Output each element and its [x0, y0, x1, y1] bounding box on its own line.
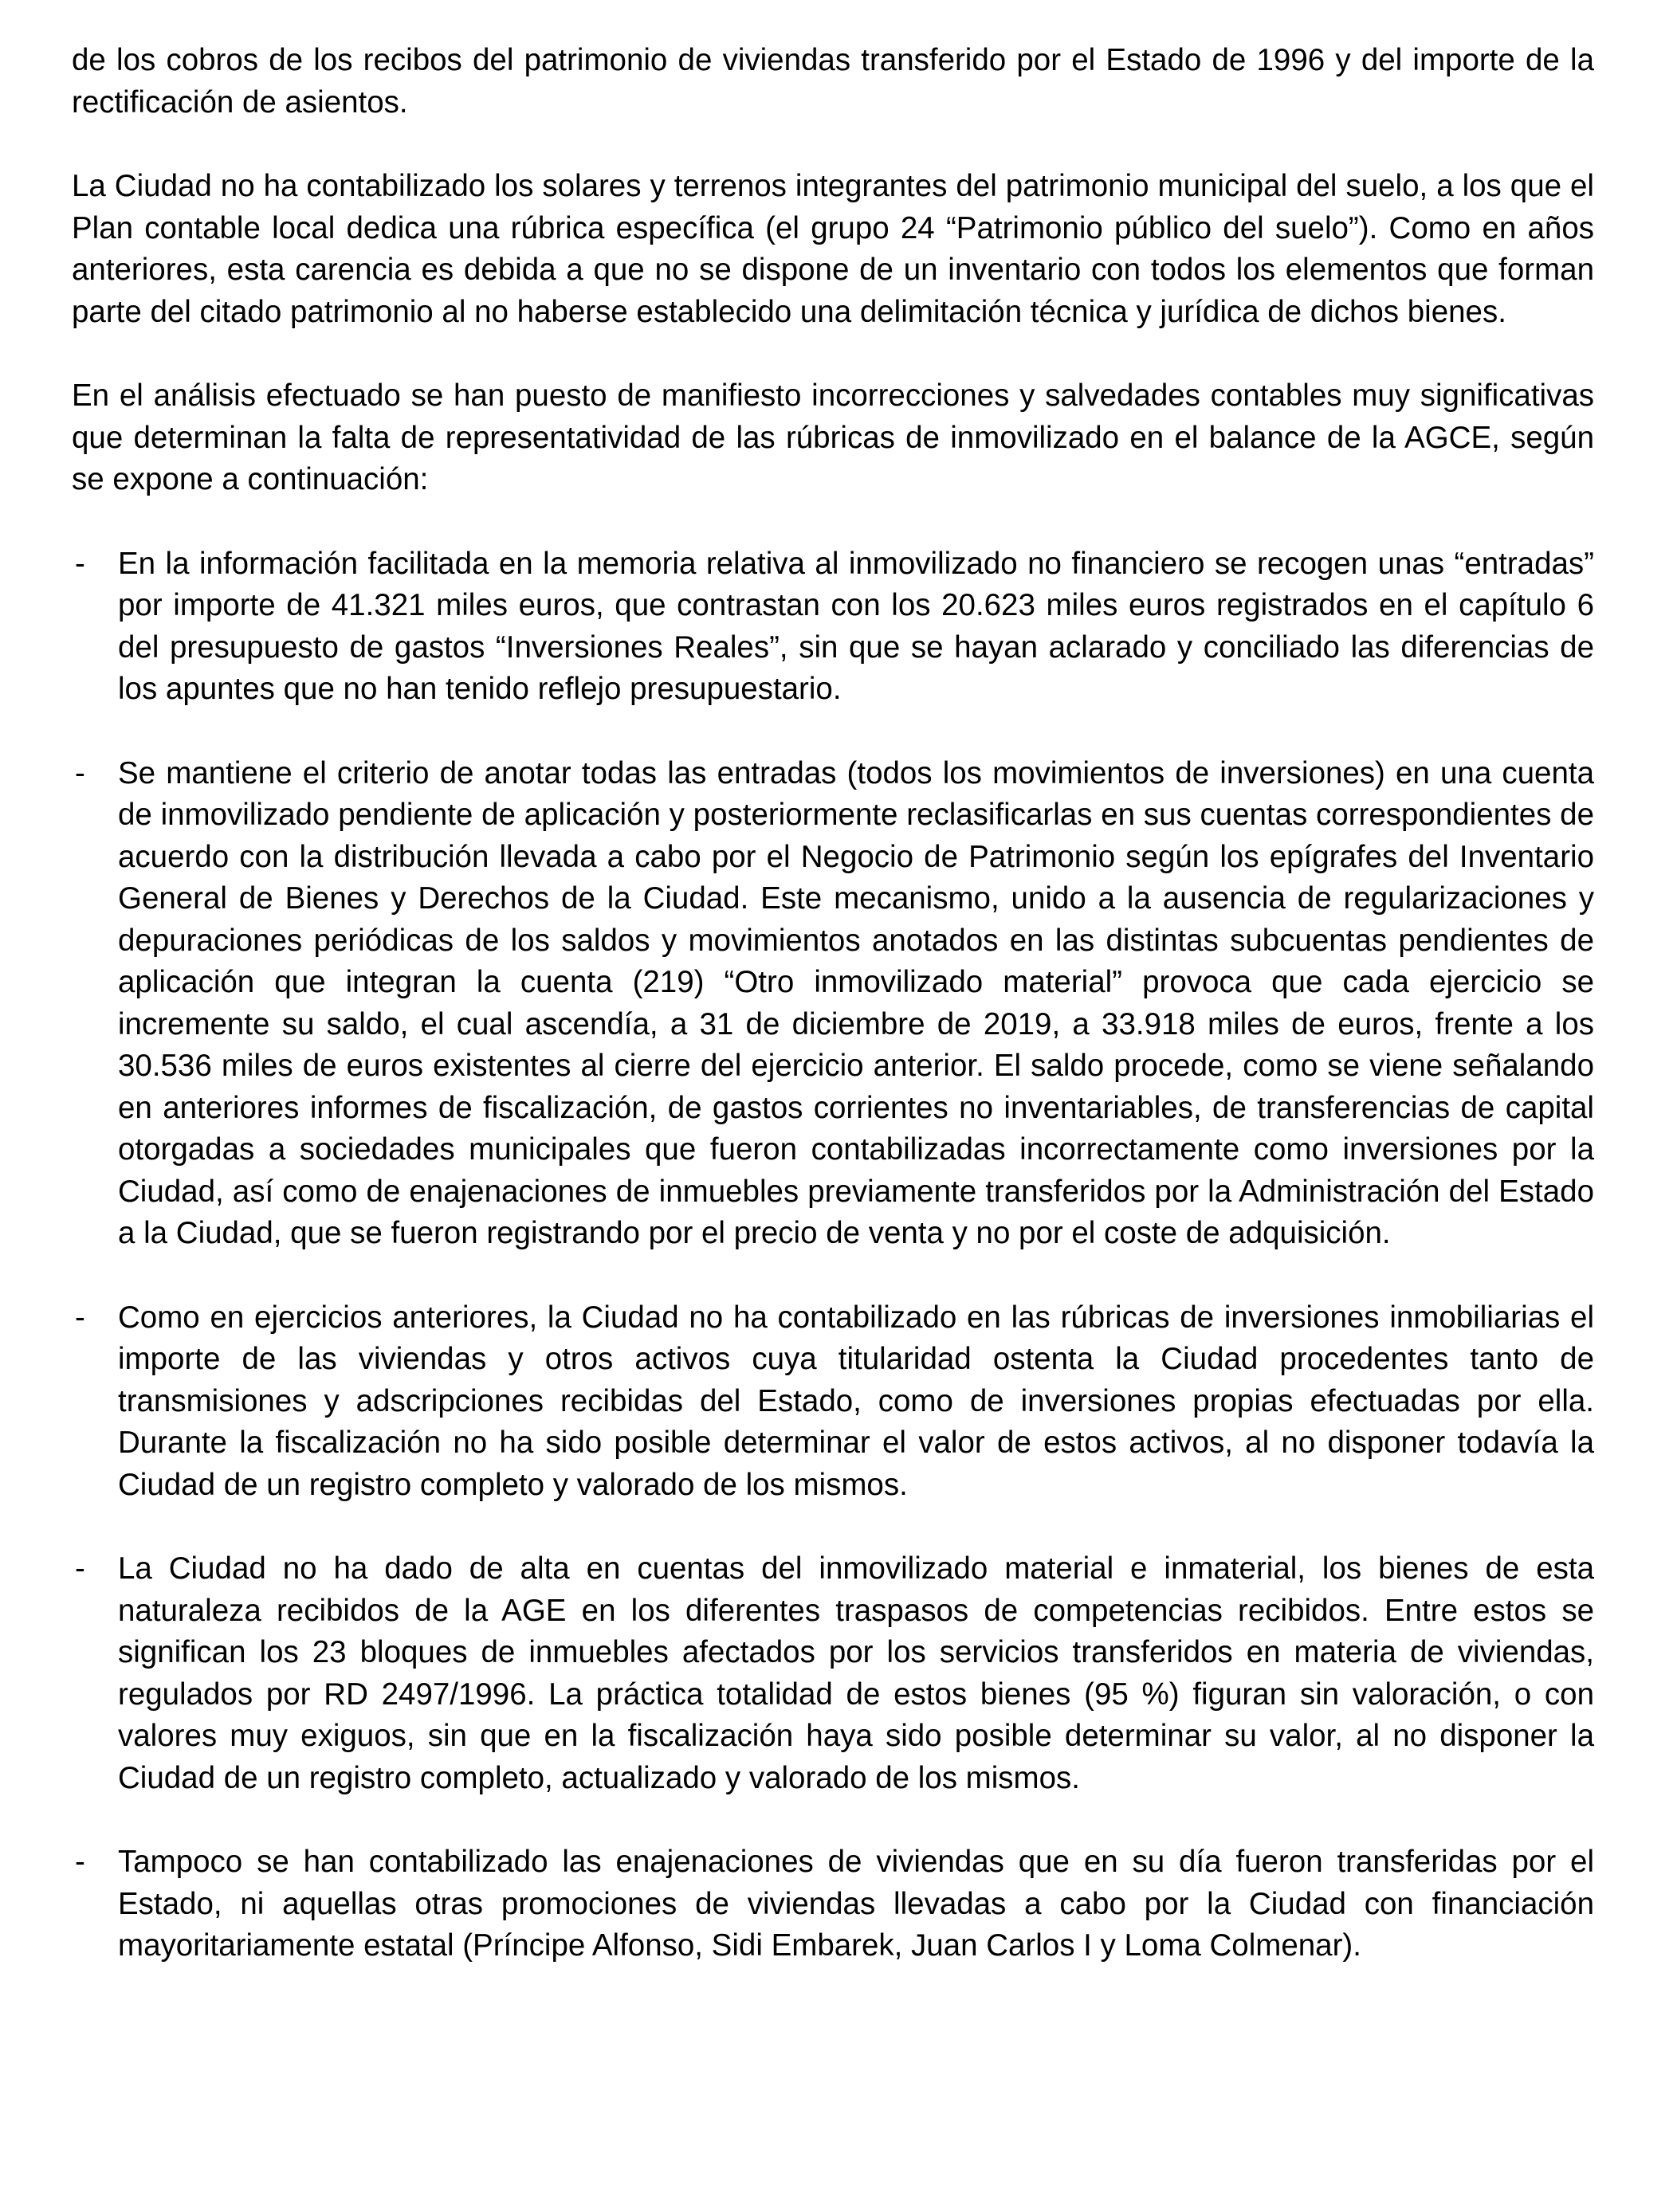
bullet-dash: - — [75, 1300, 85, 1335]
list-item-text: Como en ejercicios anteriores, la Ciudad no ha contabilizado en las rúbricas de inversiones inmobiliarias el importe de las viviendas y otros activos cuya titularidad ostenta la Ciudad procedentes tanto de transmisiones y adscripciones recibidas del Estado, como de inversiones propias efectuadas por ella. Durante la fiscalización no ha sido posible determinar el valor de estos activos, al no disponer todavía la Ciudad de un registro completo y valorado de los mismos. — [118, 1300, 1594, 1502]
bullet-dash: - — [75, 1845, 85, 1879]
list-item — [72, 1548, 1594, 1799]
bullet-dash: - — [75, 1551, 85, 1586]
paragraph-analisis: En el análisis efectuado se han puesto de manifiesto incorrecciones y salvedades contables muy significativas que determinan la falta de representatividad de las rúbricas de inmovilizado en el balance de la AGCE, según se expone a continuación: — [72, 378, 1594, 496]
list-item-text: Tampoco se han contabilizado las enajenaciones de viviendas que en su día fueron transferidas por el Estado, ni aquellas otras promociones de viviendas llevadas a cabo por la Ciudad con financiación mayoritariamente estatal (Príncipe Alfonso, Sidi Embarek, Juan Carlos I y Loma Colmenar). — [118, 1845, 1594, 1963]
bullet-dash: - — [75, 755, 85, 790]
paragraph-patrimonio-suelo: La Ciudad no ha contabilizado los solares y terrenos integrantes del patrimonio municipal del suelo, a los que el Plan contable local dedica una rúbrica específica (el grupo 24 “Patrimonio público del suelo”). Como en años anteriores, esta carencia es debida a que no se dispone de un inventario con todos los elementos que forman parte del citado patrimonio al no haberse establecido una delimitación técnica y jurídica de dichos bienes. — [72, 169, 1594, 329]
list-item — [72, 1841, 1594, 1967]
list-item — [72, 543, 1594, 711]
list-item-text: Se mantiene el criterio de anotar todas las entradas (todos los movimientos de inversiones) en una cuenta de inmovilizado pendiente de aplicación y posteriormente reclasificarlas en sus cuentas correspondientes de acuerdo con la distribución llevada a cabo por el Negocio de Patrimonio según los epígrafes del Inventario General de Bienes y Derechos de la Ciudad. Este mecanismo, unido a la ausencia de regularizaciones y depuraciones periódicas de los saldos y movimientos anotados en las distintas subcuentas pendientes de aplicación que integran la cuenta (219) “Otro inmovilizado material” provoca que cada ejercicio se incremente su saldo, el cual ascendía, a 31 de diciembre de 2019, a 33.918 miles de euros, frente a los 30.536 miles de euros existentes al cierre del ejercicio anterior. El saldo procede, como se viene señalando en anteriores informes de fiscalización, de gastos corrientes no inventariables, de transferencias de capital otorgadas a sociedades municipales que fueron contabilizadas incorrectamente como inversiones por la Ciudad, así como de enajenaciones de inmuebles previamente transferidos por la Administración del Estado a la Ciudad, que se fueron registrando por el precio de venta y no por el coste de adquisición. — [118, 755, 1594, 1250]
list-item-text: En la información facilitada en la memoria relativa al inmovilizado no financiero se recogen unas “entradas” por importe de 41.321 miles euros, que contrastan con los 20.623 miles euros registrados en el capítulo 6 del presupuesto de gastos “Inversiones Reales”, sin que se hayan aclarado y conciliado las diferencias de los apuntes que no han tenido reflejo presupuestario. — [118, 546, 1594, 706]
bullet-dash: - — [75, 546, 85, 581]
paragraph-continuation: de los cobros de los recibos del patrimonio de viviendas transferido por el Estado de 1996 y del importe de la rectificación de asientos. — [72, 43, 1594, 120]
list-item-text: La Ciudad no ha dado de alta en cuentas del inmovilizado material e inmaterial, los bienes de esta naturaleza recibidos de la AGE en los diferentes traspasos de competencias recibidos. Entre estos se significan los 23 bloques de inmuebles afectados por los servicios transferidos en materia de viviendas, regulados por RD 2497/1996. La práctica totalidad de estos bienes (95 %) figuran sin valoración, o con valores muy exiguos, sin que en la fiscalización haya sido posible determinar su valor, al no disponer la Ciudad de un registro completo, actualizado y valorado de los mismos. — [118, 1551, 1594, 1795]
list-item — [72, 1297, 1594, 1507]
document-page — [72, 40, 1594, 2010]
list-item — [72, 753, 1594, 1255]
